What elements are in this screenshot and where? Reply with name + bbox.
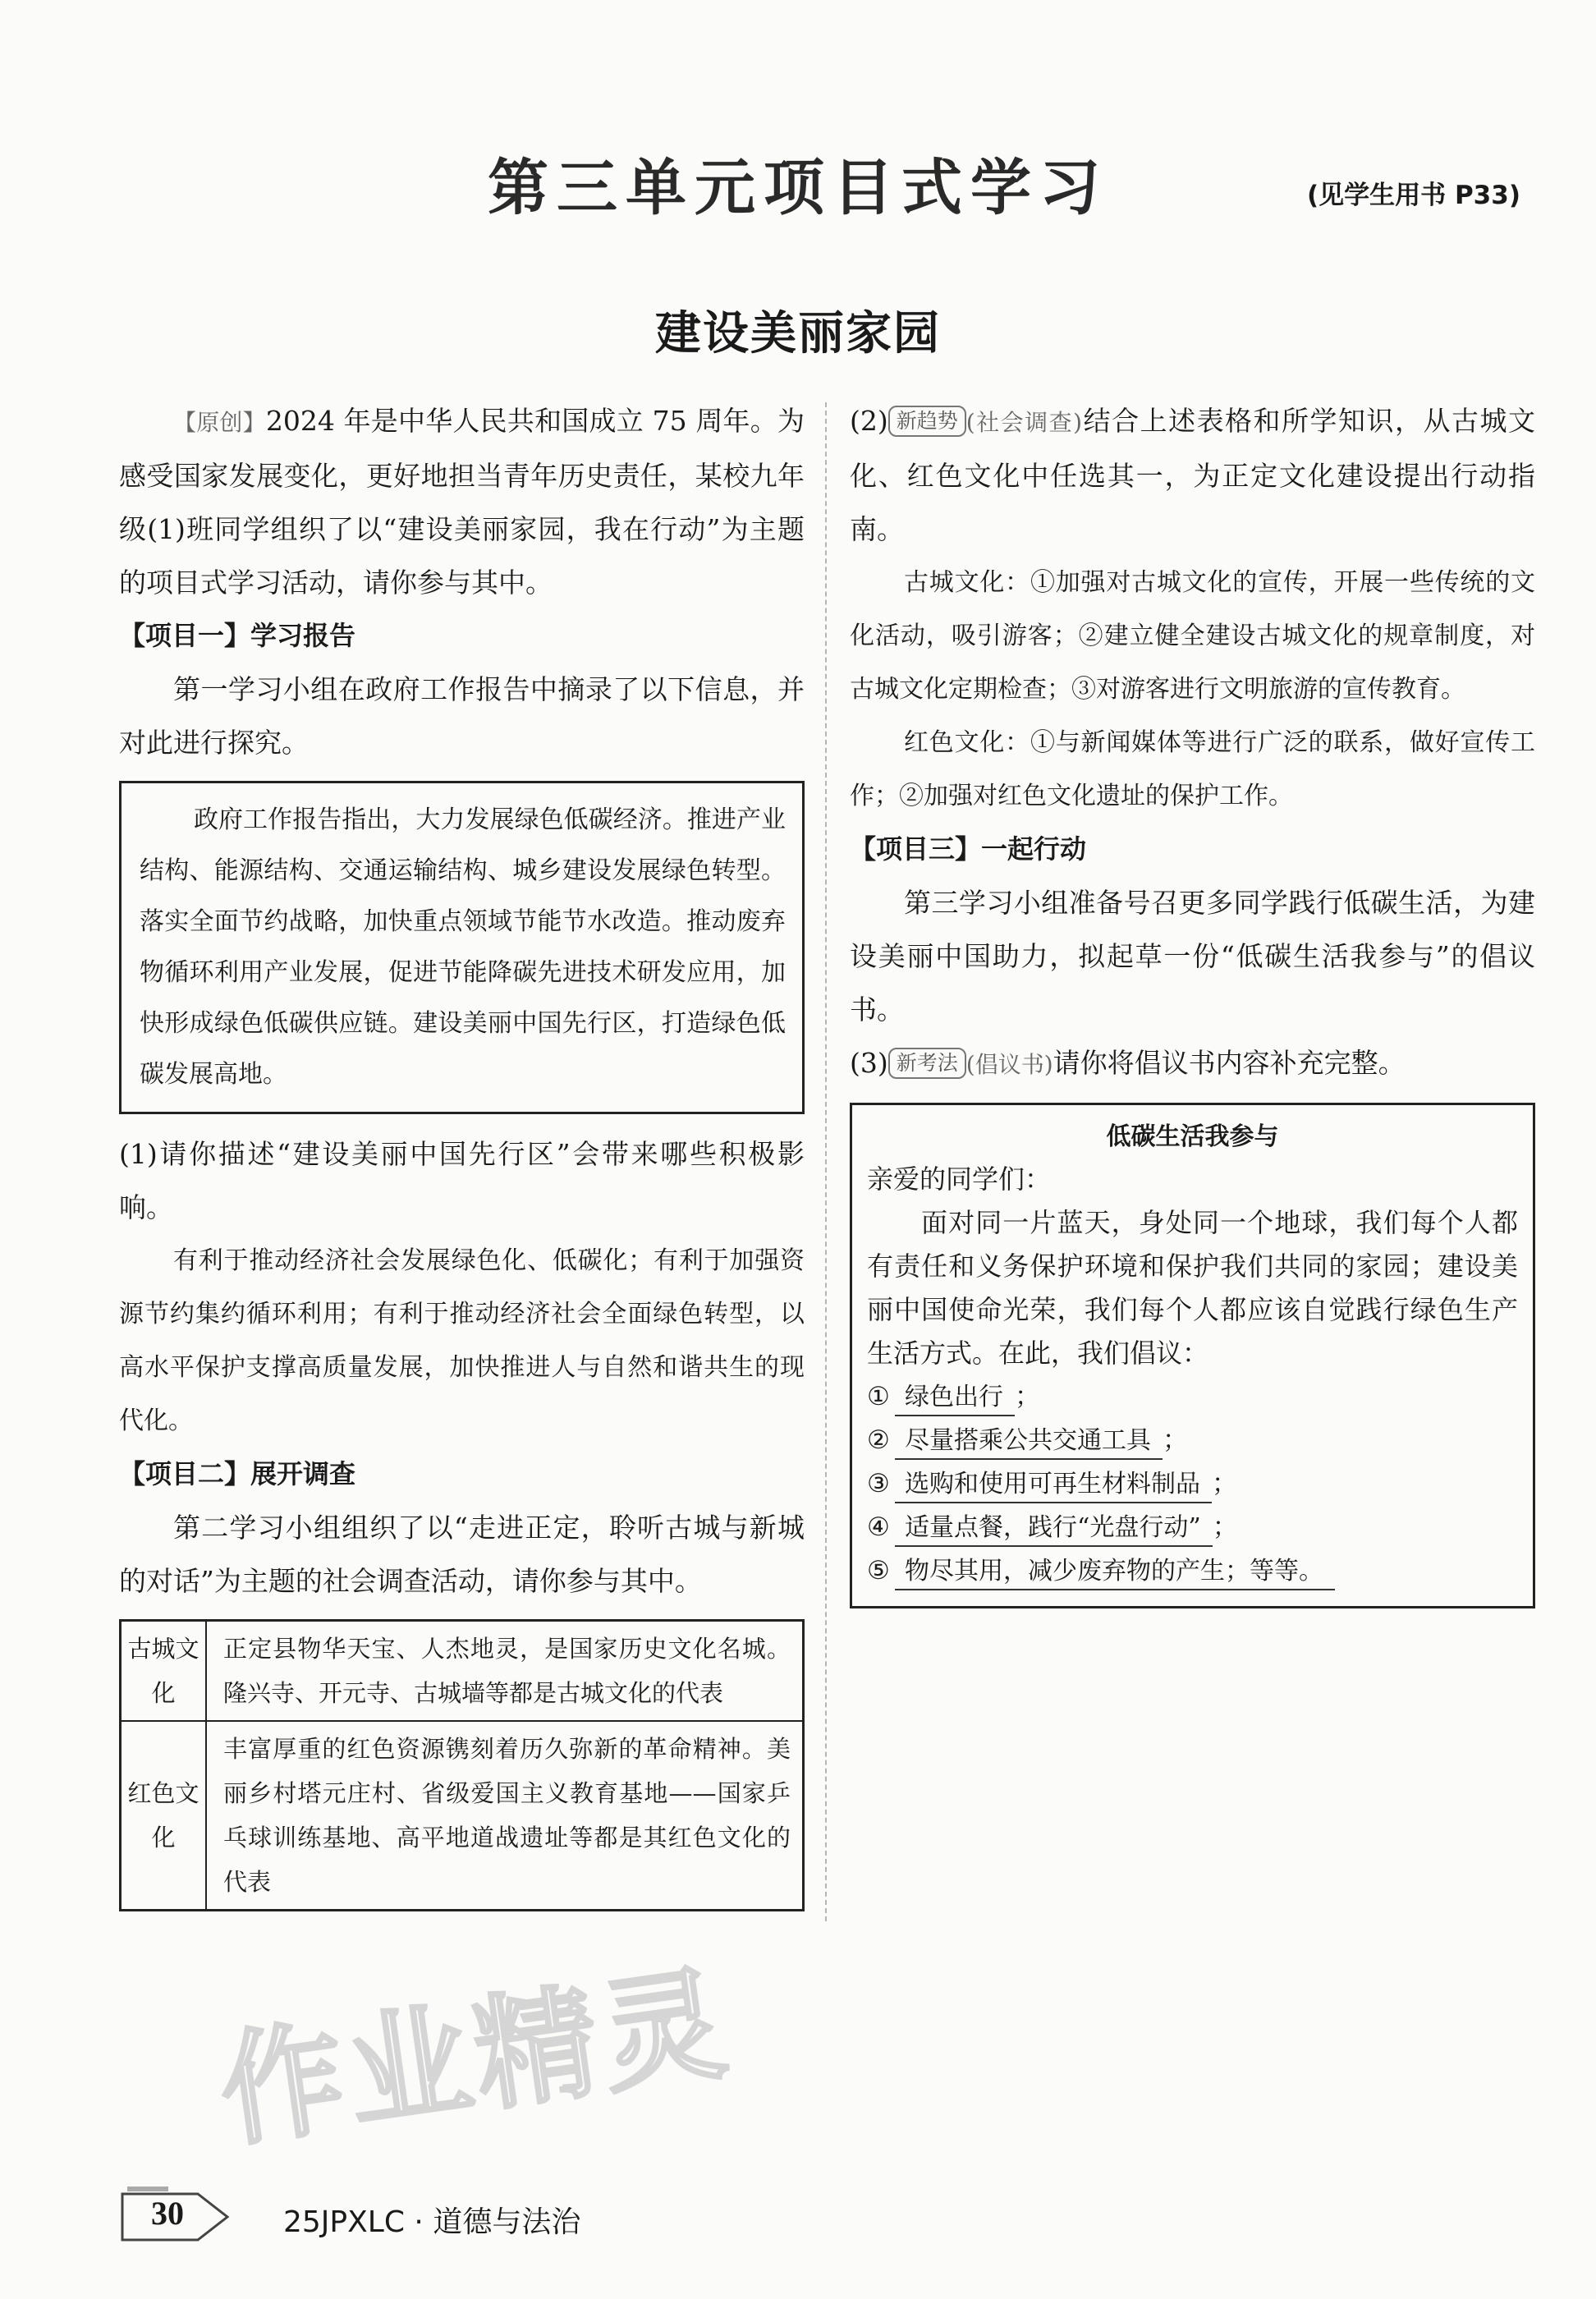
- table-row-content: 丰富厚重的红色资源镌刻着历久弥新的革命精神。美丽乡村塔元庄村、省级爱国主义教育基地——国家乒乓球训练基地、高平地道战遗址等都是其红色文化的代表: [206, 1721, 804, 1911]
- project2-lead: 第二学习小组组织了以“走进正定，聆听古城与新城的对话”为主题的社会调查活动，请你参与其中。: [119, 1512, 805, 1597]
- item-answer: 选购和使用可再生材料制品: [895, 1467, 1212, 1503]
- table-row-content: 正定县物华天宝、人杰地灵，是国家历史文化名城。隆兴寺、开元寺、古城墙等都是古城文化的代表: [206, 1621, 804, 1722]
- report-excerpt-box: [119, 781, 805, 1114]
- item-number: ②: [867, 1425, 890, 1455]
- list-item: [867, 1462, 1518, 1506]
- report-excerpt-text: 政府工作报告指出，大力发展绿色低碳经济。推进产业结构、能源结构、交通运输结构、城乡建设发展绿色转型。落实全面节约战略，加快重点领域节能节水改造。推动废弃物循环利用产业发展，促进节能降碳先进技术研发应用，加快形成绿色低碳供应链。建设美丽中国先行区，打造绿色低碳发展高地。: [140, 805, 786, 1089]
- question-2-number: (2): [850, 405, 888, 437]
- left-column: [119, 394, 805, 1911]
- table-row-label: 红色文化: [121, 1721, 207, 1911]
- intro-text: 2024 年是中华人民共和国成立 75 周年。为感受国家发展变化，更好地担当青年历史责任，某校九年级(1)班同学组织了以“建设美丽家园，我在行动”为主题的项目式学习活动，请你参与其中。: [119, 405, 805, 599]
- question-3-text: 请你将倡议书内容补充完整。: [1053, 1047, 1406, 1079]
- question-2-type: (社会调查): [965, 409, 1083, 436]
- item-punctuation: ；: [1212, 1469, 1237, 1498]
- watermark-logo: 作业精灵: [211, 1952, 740, 2165]
- list-item: [867, 1549, 1518, 1593]
- item-answer: 适量点餐，践行“光盘行动”: [895, 1511, 1213, 1547]
- column-divider: [825, 402, 827, 1921]
- table-row: [121, 1621, 804, 1722]
- right-column: [850, 394, 1535, 1608]
- item-punctuation: ；: [1163, 1425, 1188, 1455]
- proposal-title: 低碳生活我参与: [1106, 1122, 1279, 1151]
- item-number: ④: [867, 1512, 890, 1542]
- answer-1: 有利于推动经济社会发展绿色化、低碳化；有利于加强资源节约集约循环利用；有利于推动经济社会全面绿色转型，以高水平保护支撑高质量发展，加快推进人与自然和谐共生的现代化。: [119, 1246, 805, 1435]
- list-item: [867, 1506, 1518, 1549]
- survey-table: [119, 1619, 805, 1911]
- question-3-number: (3): [850, 1047, 888, 1079]
- item-number: ③: [867, 1469, 890, 1498]
- table-row: [121, 1721, 804, 1911]
- answer-2-ancient-culture: 古城文化：①加强对古城文化的宣传，开展一些传统的文化活动，吸引游客；②建立健全建设古城文化的规章制度，对古城文化定期检查；③对游客进行文明旅游的宣传教育。: [850, 568, 1535, 704]
- project1-lead: 第一学习小组在政府工作报告中摘录了以下信息，并对此进行探究。: [119, 673, 805, 759]
- page-reference: (见学生用书 P33): [1307, 181, 1520, 210]
- new-trend-tag: 新趋势: [888, 406, 966, 437]
- list-item: [867, 1375, 1518, 1419]
- project1-heading: 【项目一】学习报告: [119, 620, 356, 651]
- unit-title: 第三单元项目式学习: [488, 153, 1108, 223]
- question-1: (1)请你描述“建设美丽中国先行区”会带来哪些积极影响。: [119, 1138, 805, 1223]
- question-3-type: (倡议书): [965, 1051, 1053, 1078]
- item-answer: 绿色出行: [895, 1380, 1015, 1416]
- original-tag: 【原创】: [173, 409, 266, 436]
- answer-2-red-culture: 红色文化：①与新闻媒体等进行广泛的联系，做好宣传工作；②加强对红色文化遗址的保护工作。: [850, 728, 1535, 810]
- item-punctuation: ；: [1015, 1382, 1040, 1411]
- section-title: 建设美丽家园: [655, 306, 941, 360]
- item-answer: 物尽其用，减少废弃物的产生；等等。: [895, 1554, 1335, 1590]
- question-2-text: 结合上述表格和所学知识，从古城文化、红色文化中任选其一，为正定文化建设提出行动指南。: [850, 405, 1535, 545]
- item-punctuation: ；: [1212, 1512, 1238, 1542]
- series-label: 25JPXLC · 道德与法治: [283, 2205, 581, 2239]
- item-answer: 尽量搭乘公共交通工具: [895, 1424, 1163, 1460]
- list-item: [867, 1419, 1518, 1462]
- question-2: [850, 394, 1535, 556]
- proposal-greeting: 亲爱的同学们：: [867, 1163, 1052, 1195]
- item-number: ⑤: [867, 1556, 890, 1585]
- new-method-tag: 新考法: [888, 1048, 966, 1079]
- proposal-box: [850, 1103, 1535, 1608]
- intro-paragraph: [119, 394, 805, 609]
- question-3: [850, 1036, 1535, 1091]
- project3-lead: 第三学习小组准备号召更多同学践行低碳生活，为建设美丽中国助力，拟起草一份“低碳生活我参与”的倡议书。: [850, 887, 1535, 1026]
- table-row-label: 古城文化: [121, 1621, 207, 1722]
- project2-heading: 【项目二】展开调查: [119, 1458, 356, 1489]
- item-number: ①: [867, 1382, 890, 1411]
- page-number: 30: [151, 2195, 184, 2232]
- project3-heading: 【项目三】一起行动: [850, 833, 1087, 865]
- proposal-body: 面对同一片蓝天，身处同一个地球，我们每个人都有责任和义务保护环境和保护我们共同的家园；建设美丽中国使命光荣，我们每个人都应该自觉践行绿色生产生活方式。在此，我们倡议：: [867, 1207, 1518, 1369]
